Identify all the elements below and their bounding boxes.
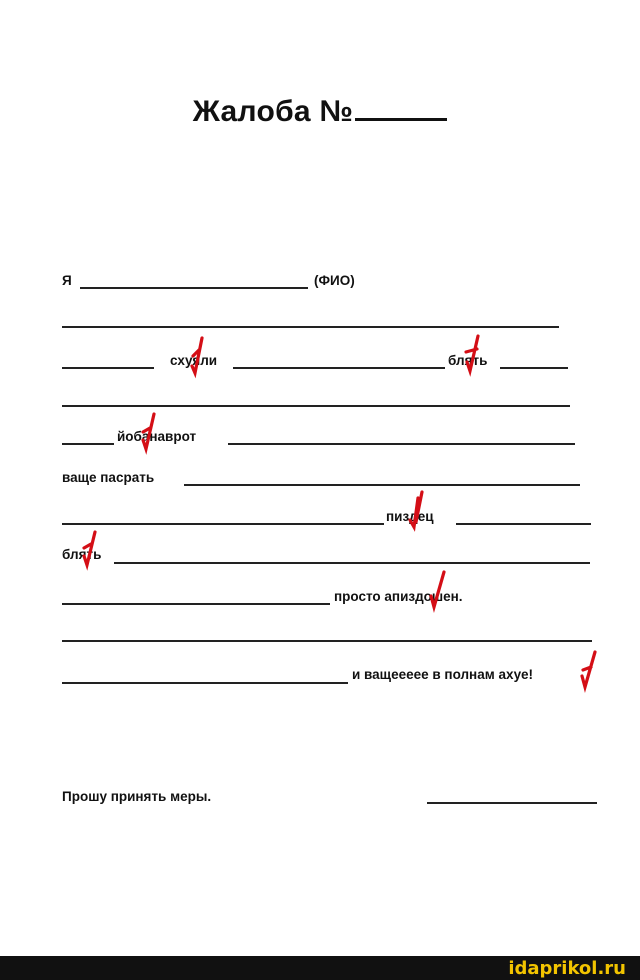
complaint-number-blank[interactable] xyxy=(355,94,447,121)
censor-mark-7 xyxy=(580,650,596,688)
censor-mark-5 xyxy=(81,528,97,566)
censor-mark-4 xyxy=(408,490,424,528)
line3-blank-a[interactable] xyxy=(62,367,154,369)
line2-blank[interactable] xyxy=(62,326,559,328)
line1-prefix: Я xyxy=(62,273,72,288)
line3-blank-b[interactable] xyxy=(233,367,445,369)
line6-blank[interactable] xyxy=(184,484,580,486)
line8-word: блять xyxy=(62,547,102,562)
line10-blank[interactable] xyxy=(62,640,592,642)
line5-word: йобанаврот xyxy=(117,429,197,444)
line5-blank-b[interactable] xyxy=(228,443,575,445)
fio-blank[interactable] xyxy=(80,287,308,289)
line6-word: ваще пасрать xyxy=(62,470,155,485)
complaint-title-text: Жалоба № xyxy=(192,95,354,128)
watermark-text: idaprikol.ru xyxy=(508,958,626,979)
line3-blank-c[interactable] xyxy=(500,367,568,369)
line4-blank[interactable] xyxy=(62,405,570,407)
censor-mark-2 xyxy=(464,334,480,372)
censor-mark-1 xyxy=(189,336,205,374)
censor-mark-6 xyxy=(429,570,445,608)
line7-blank-b[interactable] xyxy=(456,523,591,525)
line8-blank[interactable] xyxy=(114,562,590,564)
line7-blank-a[interactable] xyxy=(62,523,384,525)
line11-word: и ващеееее в полнам ахуе! xyxy=(352,667,533,682)
complaint-title xyxy=(0,94,640,129)
censor-mark-3 xyxy=(140,412,156,450)
line9-blank[interactable] xyxy=(62,603,330,605)
watermark-bar xyxy=(0,956,640,980)
line7-word: пиздец xyxy=(386,509,434,524)
line3-word2: блять xyxy=(448,353,488,368)
line1-suffix: (ФИО) xyxy=(314,273,355,288)
line11-blank[interactable] xyxy=(62,682,348,684)
closing-text: Прошу принять меры. xyxy=(62,789,212,804)
signature-blank[interactable] xyxy=(427,802,597,804)
line9-word: просто апиздошен. xyxy=(334,589,463,604)
line5-blank-a[interactable] xyxy=(62,443,114,445)
line3-word1: схуяли xyxy=(170,353,218,368)
